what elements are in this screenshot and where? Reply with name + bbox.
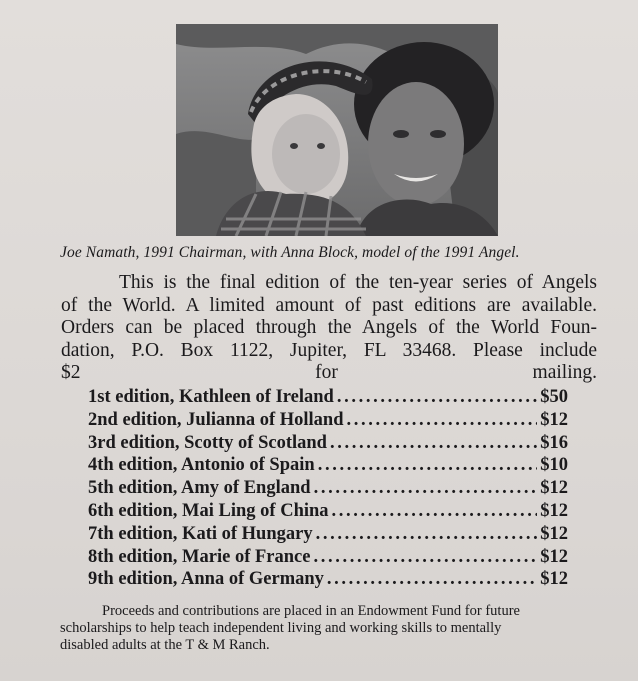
footer-line: disabled adults at the T & M Ranch. — [60, 637, 270, 653]
edition-price: $12 — [540, 409, 568, 430]
edition-name: 3rd edition, Scotty of Scotland — [88, 432, 327, 453]
edition-price: $50 — [540, 387, 568, 407]
paragraph-line: of the World. A limited amount of past editions are available. — [61, 294, 597, 316]
edition-name: 9th edition, Anna of Germany — [88, 569, 324, 590]
paragraph-line: This is the final edition of the ten-year series of Angels — [119, 272, 597, 293]
leader-dots — [318, 454, 538, 477]
paragraph-last-line — [61, 362, 597, 385]
edition-name: 5th edition, Amy of England — [88, 478, 311, 499]
leader-dots — [316, 523, 538, 546]
edition-name: 1st edition, Kathleen of Ireland — [88, 387, 334, 407]
photo-caption: Joe Namath, 1991 Chairman, with Anna Block, model of the 1991 Angel. — [60, 244, 520, 261]
edition-row — [88, 477, 568, 500]
edition-row — [88, 454, 568, 477]
leader-dots — [313, 546, 537, 569]
leader-dots — [327, 568, 537, 591]
edition-price: $16 — [540, 432, 568, 453]
photo — [176, 24, 498, 236]
edition-price: $12 — [540, 523, 568, 544]
footer-line: scholarships to help teach independent living and working skills to mentally — [60, 620, 502, 636]
edition-price: $12 — [540, 478, 568, 499]
edition-price: $12 — [540, 569, 568, 590]
mailing-word-for: for — [315, 362, 338, 384]
edition-row — [88, 432, 568, 455]
leader-dots — [330, 432, 537, 455]
footer-note — [60, 603, 620, 654]
edition-name: 7th edition, Kati of Hungary — [88, 523, 313, 544]
photo-image — [176, 24, 498, 236]
footer-line: Proceeds and contributions are placed in an Endowment Fund for future — [102, 603, 520, 619]
edition-row — [88, 500, 568, 523]
editions-list — [88, 386, 568, 591]
edition-row — [88, 409, 568, 432]
edition-row — [88, 386, 568, 409]
edition-row — [88, 546, 568, 569]
paragraph-line: Orders can be placed through the Angels of the World Foun- — [61, 317, 597, 339]
mailing-word: mailing. — [532, 362, 597, 384]
leader-dots — [347, 409, 538, 432]
paragraph-line: dation, P.O. Box 1122, Jupiter, FL 33468. Please include — [61, 339, 597, 361]
edition-row — [88, 568, 568, 591]
edition-row — [88, 523, 568, 546]
edition-name: 8th edition, Marie of France — [88, 546, 311, 567]
leader-dots — [337, 386, 537, 409]
mailing-price: $2 — [61, 362, 81, 384]
leader-dots — [332, 500, 538, 523]
order-paragraph — [61, 272, 597, 385]
edition-name: 4th edition, Antonio of Spain — [88, 455, 315, 476]
edition-price: $12 — [540, 546, 568, 567]
leader-dots — [314, 477, 538, 500]
edition-name: 2nd edition, Julianna of Holland — [88, 409, 344, 430]
edition-name: 6th edition, Mai Ling of China — [88, 500, 329, 521]
edition-price: $12 — [540, 500, 568, 521]
edition-price: $10 — [540, 455, 568, 476]
